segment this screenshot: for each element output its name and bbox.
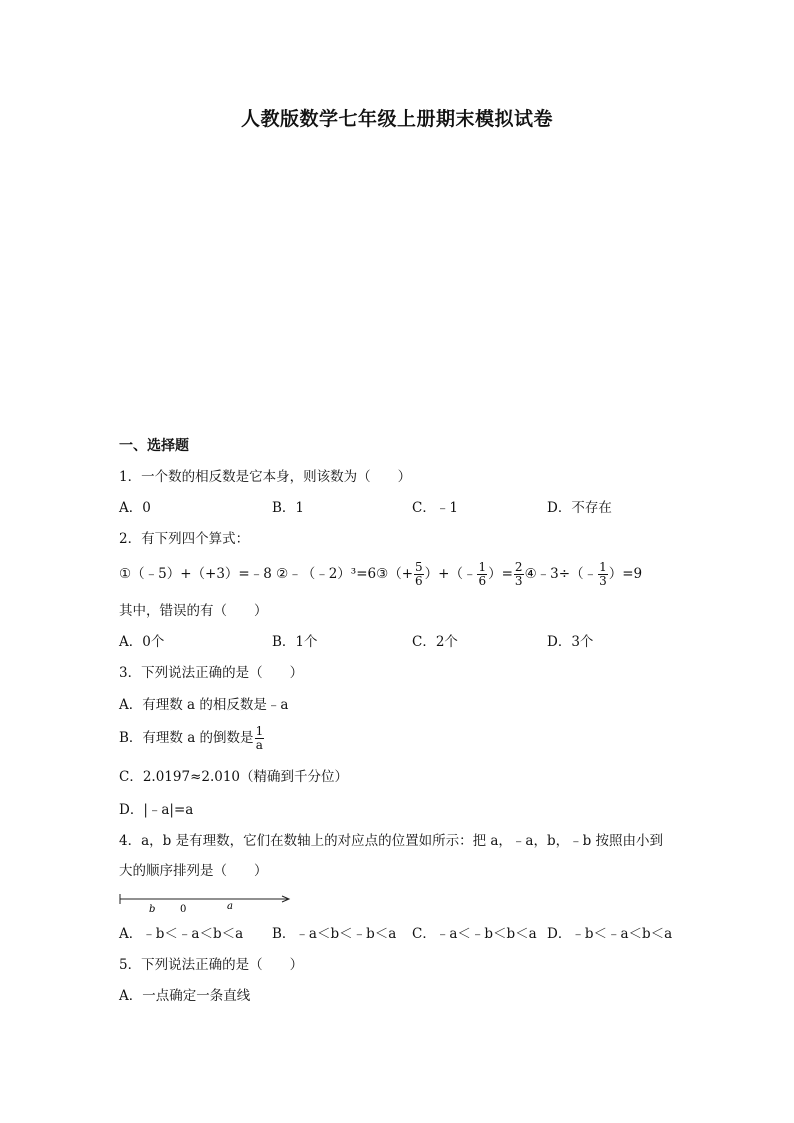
q4-option-c: C．﹣a＜﹣b＜b＜a xyxy=(412,926,537,942)
question-2-expressions xyxy=(119,560,642,588)
question-4-stem-line-2: 大的顺序排列是（ ） xyxy=(119,863,268,879)
fraction-5-6: $\frac{5}{6}$ xyxy=(415,560,423,588)
q1-option-a: A．0 xyxy=(119,500,151,516)
q3-option-d: D．|﹣a|=a xyxy=(119,802,194,818)
q4-option-a: A．﹣b＜﹣a＜b＜a xyxy=(119,926,244,942)
question-2-ask: 其中，错误的有（ ） xyxy=(119,603,268,619)
question-5-stem: 5．下列说法正确的是（ ） xyxy=(119,957,304,973)
fraction-1-a: $\frac{1}{a}$ xyxy=(255,724,264,752)
axis-label-b: b xyxy=(149,904,156,915)
axis-label-zero: 0 xyxy=(180,904,187,915)
question-3-stem: 3．下列说法正确的是（ ） xyxy=(119,665,304,681)
expr-part-1: ①（﹣5）+（+3）=﹣8 ②﹣（﹣2）³=6③（+ xyxy=(119,566,414,582)
question-1-stem: 1．一个数的相反数是它本身，则该数为（ ） xyxy=(119,469,412,485)
q3-option-b-text: B．有理数 a 的倒数是 xyxy=(119,730,254,746)
page-title: 人教版数学七年级上册期末模拟试卷 xyxy=(240,108,553,130)
q3-option-c: C．2.0197≈2.010（精确到千分位） xyxy=(119,769,349,785)
q2-option-d: D．3个 xyxy=(547,634,594,650)
q2-option-b: B．1个 xyxy=(272,634,318,650)
expr-part-3: ）= xyxy=(488,566,513,582)
expr-part-2: ）+（﹣ xyxy=(424,566,477,582)
q1-option-c: C．﹣1 xyxy=(412,500,458,516)
fraction-1-6: $\frac{1}{6}$ xyxy=(478,560,487,588)
fraction-2-3: $\frac{2}{3}$ xyxy=(514,560,523,588)
expr-part-5: ）=9 xyxy=(608,566,643,582)
q3-option-a: A．有理数 a 的相反数是﹣a xyxy=(119,697,289,713)
q4-option-b: B．﹣a＜b＜﹣b＜a xyxy=(272,926,397,942)
section-heading: 一、选择题 xyxy=(119,438,189,454)
axis-label-a: a xyxy=(227,901,233,912)
q4-option-d: D．﹣b＜﹣a＜b＜a xyxy=(547,926,673,942)
q1-option-d: D．不存在 xyxy=(547,500,612,516)
q2-option-a: A．0个 xyxy=(119,634,165,650)
q3-option-b xyxy=(119,724,265,752)
q1-option-b: B．1 xyxy=(272,500,305,516)
question-2-stem: 2．有下列四个算式： xyxy=(119,531,250,547)
expr-part-4: ④﹣3÷（﹣ xyxy=(524,566,598,582)
number-line-diagram xyxy=(118,890,298,916)
q2-option-c: C．2个 xyxy=(412,634,458,650)
question-4-stem-line-1: 4．a，b 是有理数，它们在数轴上的对应点的位置如所示：把 a，﹣a，b，﹣b 按照由小到 xyxy=(119,833,664,849)
q5-option-a: A．一点确定一条直线 xyxy=(119,988,251,1004)
fraction-1-3: $\frac{1}{3}$ xyxy=(599,560,607,588)
